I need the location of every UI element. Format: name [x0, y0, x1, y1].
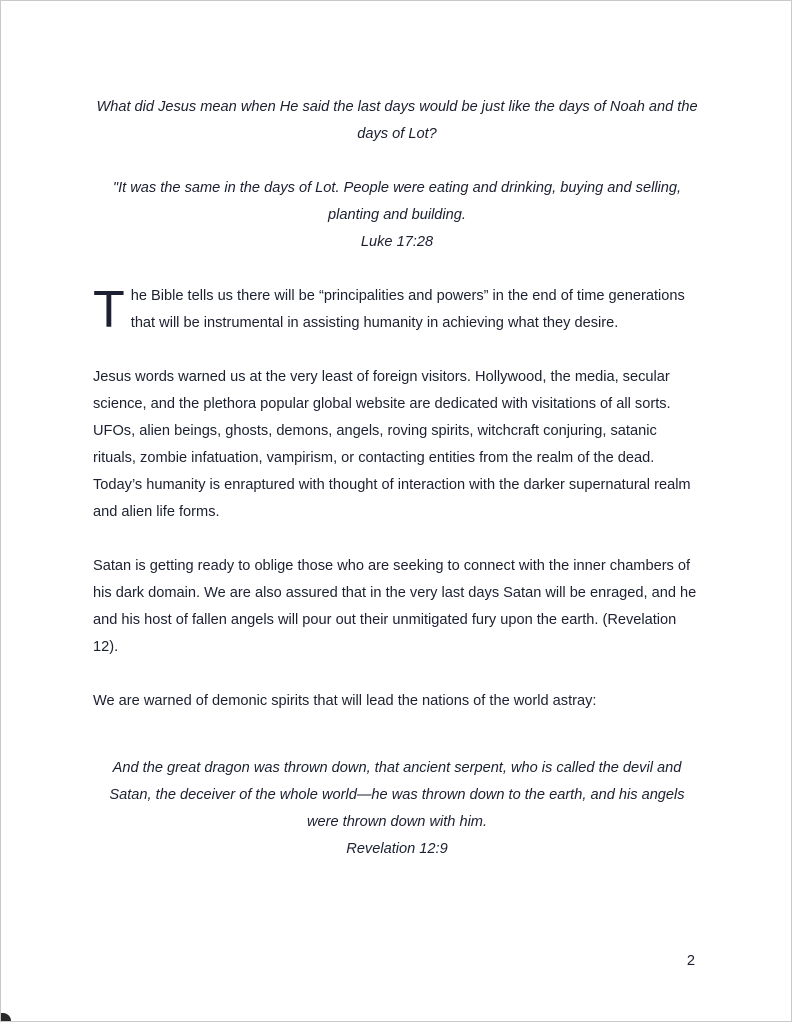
paragraph-text: he Bible tells us there will be “principalities and powers” in the end of time generations that will be instrumental in assisting humanity in achieving what they desire. [130, 288, 685, 331]
quote-reference: Luke 17:28 [360, 234, 434, 250]
page-content [93, 94, 701, 863]
page-corner-shadow [1, 1013, 11, 1021]
body-paragraph-3: Satan is getting ready to oblige those who are seeking to connect with the inner chambers of his dark domain. We are also assured that in the very last days Satan will be enraged, and he and his host of fallen angels will pour out their unmitigated fury upon the earth. (Revelation 12). [93, 558, 697, 655]
body-paragraph-2: Jesus words warned us at the very least of foreign visitors. Hollywood, the media, secular science, and the plethora popular global website are dedicated with visitations of all sorts. UFOs, alien beings, ghosts, demons, angels, roving spirits, witchcraft conjuring, satanic rituals, zombie infatuation, vampirism, or contacting entities from the realm of the dead. Today’s humanity is enraptured with thought of interaction with the darker supernatural realm and alien life forms. [93, 369, 691, 520]
opening-question: What did Jesus mean when He said the last days would be just like the days of Noah and the days of Lot? [96, 99, 698, 142]
quote-text: And the great dragon was thrown down, that ancient serpent, who is called the devil and Satan, the deceiver of the whole world—he was thrown down to the earth, and his angels were thrown down with him. [109, 760, 685, 830]
body-paragraph-1 [93, 283, 701, 337]
scripture-quote-luke [93, 175, 701, 256]
quote-text: "It was the same in the days of Lot. People were eating and drinking, buying and selling, planting and building. [112, 180, 682, 223]
scripture-quote-revelation [93, 742, 701, 863]
drop-cap-letter: T [93, 281, 125, 339]
body-paragraph-4: We are warned of demonic spirits that will lead the nations of the world astray: [93, 693, 597, 709]
page-number: 2 [686, 953, 695, 969]
quote-reference: Revelation 12:9 [346, 841, 448, 857]
